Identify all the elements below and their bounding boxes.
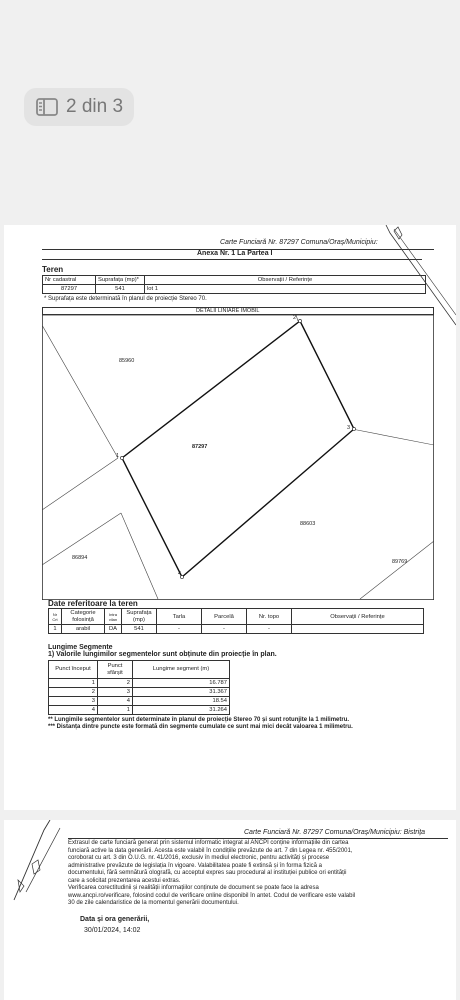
segment-start: 1 [49,679,98,688]
land-cell-notes [292,625,424,634]
paragraph-line: documentului, fără semnătură olografă, cu acceptul expres sau procedural al instituției publice ori entității [68,870,347,876]
land-header-tarla: Tarla [157,609,202,625]
neighbor-boundary-line [296,315,298,321]
land-header-intravilan: Intra vilan [105,609,122,625]
neighbor-boundary-line [42,458,118,510]
paragraph-line: care a solicitat prezentarea acestui extras. [68,877,181,884]
paragraph-line: 30 de zile calendaristice de la momentul generării documentului. [68,900,239,906]
point-label-4: 4 [178,571,182,577]
segments-subheading: 1) Valorile lungimilor segmentelor sunt obținute din proiecție în plan. [48,651,277,658]
land-header-nr: Nr Crt [49,609,62,625]
teren-cell-surface: 541 [96,285,145,294]
segments-note-distance: *** Distanța dintre puncte este formată din segmente cumulate ce sunt mai mici decât valoarea 1 milimetru. [48,724,353,730]
neighbor-boundary-line [42,325,118,458]
page-header-title: Carte Funciară Nr. 87297 Comuna/Oraș/Municipiu: [220,239,378,246]
segment-length: 31.367 [133,688,230,697]
segment-length: 16.787 [133,679,230,688]
anexa-divider [42,259,422,260]
land-cell-parcela: - [202,625,247,634]
land-header-category: Categorie folosință [62,609,105,625]
anexa-title: Anexa Nr. 1 La Partea I [197,250,273,257]
segment-row [49,706,230,715]
segment-row [49,697,230,706]
teren-header-surface: Suprafața (mp)* [96,276,145,285]
page-indicator [24,88,134,126]
paragraph-line: coroborat cu art. 3 din O.U.G. nr. 41/2016, exclusiv în mediul electronic, pentru activități și procese [68,855,330,861]
parcel-label-87297: 87297 [192,444,208,450]
segment-end: 2 [98,679,133,688]
land-cell-intravilan: DA [105,625,122,634]
segment-length: 31.264 [133,706,230,715]
land-header-topo: Nr. topo [247,609,292,625]
paragraph-line: Verificarea corectitudinii și realității informațiilor conținute de document se poate face la adresa [68,885,319,891]
teren-cell-notes: lot 1 [145,285,426,294]
segment-length: 18.54 [133,697,230,706]
teren-heading: Teren [42,265,64,274]
paragraph-line: administrative prevăzute de legislația în vigoare. Valabilitatea poate fi extinsă și în forma fizică a [68,862,323,869]
teren-table [42,275,426,294]
page-indicator-label: 2 din 3 [66,96,124,117]
surface-footnote: * Suprafața este determinată în planul de proiecție Stereo 70. [44,296,207,302]
point-label-1: 1 [116,453,120,459]
segment-end: 1 [98,706,133,715]
page-header-title: Carte Funciară Nr. 87297 Comuna/Oraș/Municipiu: Bistrița [244,829,426,836]
neighbor-boundary-line [121,513,158,599]
segment-row [49,688,230,697]
teren-header-notes: Observații / Referințe [145,276,426,285]
document-page-1 [4,225,456,810]
neighbor-label-86894: 86894 [72,555,88,561]
land-header-surface: Suprafața (mp) [122,609,157,625]
segment-end: 4 [98,697,133,706]
teren-header-cadastral: Nr cadastral [43,276,96,285]
segment-start: 3 [49,697,98,706]
point-label-3: 3 [347,425,351,431]
land-cell-surface: 541 [122,625,157,634]
parcel-vertex-3 [352,427,355,430]
segments-header-end: Punct sfârșit [98,661,133,679]
neighbor-boundary-line [352,429,434,445]
plan-title: DETALII LINIARE IMOBIL [196,308,260,314]
segments-note-rounding: ** Lungimile segmentelor sunt determinate în planul de proiecție Stereo 70 și sunt rotunjite la 1 milimetru. [48,717,350,723]
paragraph-line: funciară active la data generării. Acesta este valabil în condițiile prevăzute de art. 7 din Legea nr. 455/2001, [68,847,353,854]
land-header-notes: Observații / Referințe [292,609,424,625]
segment-end: 3 [98,688,133,697]
teren-cell-cadastral: 87297 [43,285,96,294]
segments-header-length: Lungime segment (m) [133,661,230,679]
land-data-heading: Date referitoare la teren [48,599,138,608]
parcel-plan-drawing [42,315,434,600]
segments-header-start: Punct început [49,661,98,679]
segment-row [49,679,230,688]
document-page-2 [4,820,456,1000]
parcel-boundary [122,321,354,577]
land-cell-tarla: - [157,625,202,634]
document-pages-icon [36,98,58,116]
paragraph-line: www.ancpi.ro/verificare, folosind codul de verificare online disponibil în antet. Codul de verificare este valabil [68,892,356,899]
land-cell-category: arabil [62,625,105,634]
land-header-parcela: Parcelă [202,609,247,625]
segment-start: 4 [49,706,98,715]
neighbor-label-89769: 89769 [392,559,408,565]
generation-date-label: Data și ora generării, [80,916,150,923]
generation-date-value: 30/01/2024, 14:02 [84,927,141,934]
segments-table [48,660,230,715]
neighbor-boundary-line [360,541,434,599]
parcel-vertex-1 [120,456,123,459]
land-cell-topo: - [247,625,292,634]
header-divider [68,838,448,839]
neighbor-label-88603: 88603 [300,521,316,527]
parcel-vertex-2 [298,319,301,322]
land-data-table [48,608,424,634]
segments-heading: Lungime Segmente [48,644,113,651]
folded-corner-graphic [4,820,64,910]
segment-start: 2 [49,688,98,697]
paragraph-line: Extrasul de carte funciară generat prin sistemul informatic integrat al ANCPI conține informațiile din cartea [68,840,349,846]
point-label-2: 2 [293,315,297,321]
neighbor-label-85960: 85960 [119,358,135,364]
land-cell-nr: 1 [49,625,62,634]
